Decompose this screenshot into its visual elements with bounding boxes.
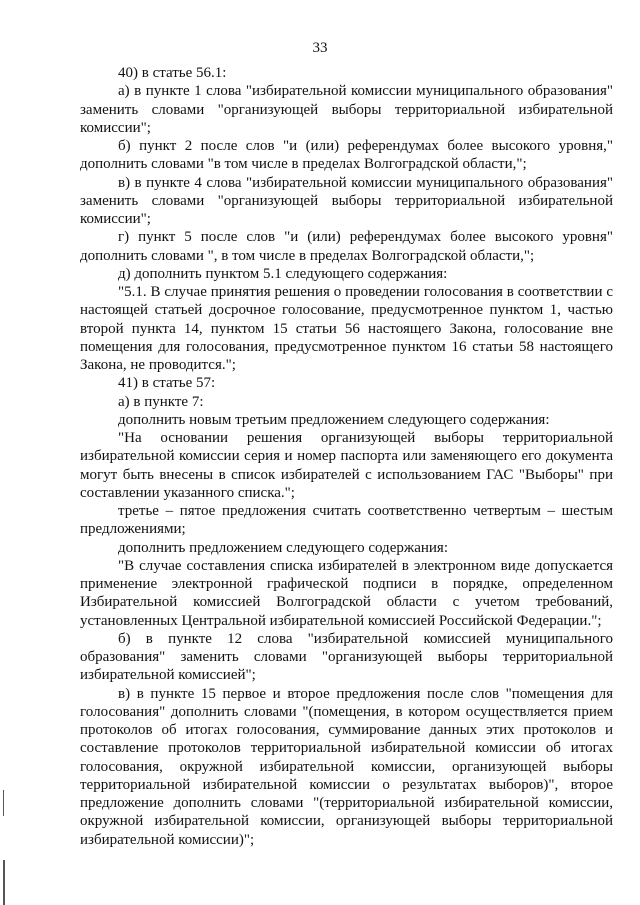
paragraph: д) дополнить пунктом 5.1 следующего содержания: [118, 265, 448, 282]
paragraph: "5.1. В случае принятия решения о проведении голосования в соответствии с настоящей статьей досрочное голосование, предусмотренное пунктом 1, частью второй пункта 14, пунктом 15 статьи 56 настоящего Закона, голосование вне помещения для голосования, предусмотренное пунктом 16 статьи 58 настоящего Закона, не проводится."; [80, 284, 613, 373]
paragraph: дополнить новым третьим предложением следующего содержания: [118, 411, 550, 428]
scan-artifact-line [3, 860, 5, 905]
paragraph: "На основании решения организующей выборы территориальной избирательной комиссии серия и номер паспорта или заменяющего его документа могут быть внесены в список избирателей с использованием ГАС "Выборы" при составлении указанного списка."; [80, 430, 613, 501]
paragraph: г) пункт 5 после слов "и (или) референдумах более высокого уровня" дополнить словами ", в том числе в пределах Волгоградской области,"; [80, 229, 613, 264]
paragraph: "В случае составления списка избирателей в электронном виде допускается применение электронной графической подписи в порядке, определенном Избирательной комиссией Волгоградской области с учетом требований, установленных Центральной избирательной комиссией Российской Федерации."; [80, 557, 613, 629]
paragraph: третье – пятое предложения считать соответственно четвертым – шестым предложениями; [80, 503, 613, 538]
paragraph: 40) в статье 56.1: [118, 65, 227, 81]
paragraph: дополнить предложением следующего содержания: [118, 539, 448, 556]
page-number: 33 [312, 40, 328, 56]
paragraph: в) в пункте 15 первое и второе предложения после слов "помещения для голосования" дополнить словами "(помещения, в котором осуществляется прием протоколов об итогах голосования, суммирование данных этих протоколов и составление протоколов территориальной избирательной комиссии об итогах голосования, окружной избирательной комиссии, организующей выборы территориальной избирательной комиссии о результатах выборов)", второе предложение дополнить словами "(территориальной избирательной комиссии, окружной избирательной комиссии, организующей выборы территориальной избирательной комиссии)"; [80, 685, 613, 848]
paragraph: 41) в статье 57: [118, 375, 216, 392]
document-body [80, 64, 613, 849]
paragraph: а) в пункте 1 слова "избирательной комиссии муниципального образования" заменить словами "организующей выборы территориальной избирательной комиссии"; [80, 83, 613, 136]
paragraph: а) в пункте 7: [118, 393, 204, 410]
scan-artifact-line [3, 790, 4, 816]
paragraph: б) пункт 2 после слов "и (или) референдумах более высокого уровня," дополнить словами "в том числе в пределах Волгоградской области,"; [80, 138, 613, 173]
paragraph: б) в пункте 12 слова "избирательной комиссией муниципального образования" заменить словами "организующей выборы территориальной избирательной комиссией"; [80, 630, 613, 684]
paragraph: в) в пункте 4 слова "избирательной комиссии муниципального образования" заменить словами "организующей выборы территориальной избирательной комиссии"; [80, 174, 613, 227]
